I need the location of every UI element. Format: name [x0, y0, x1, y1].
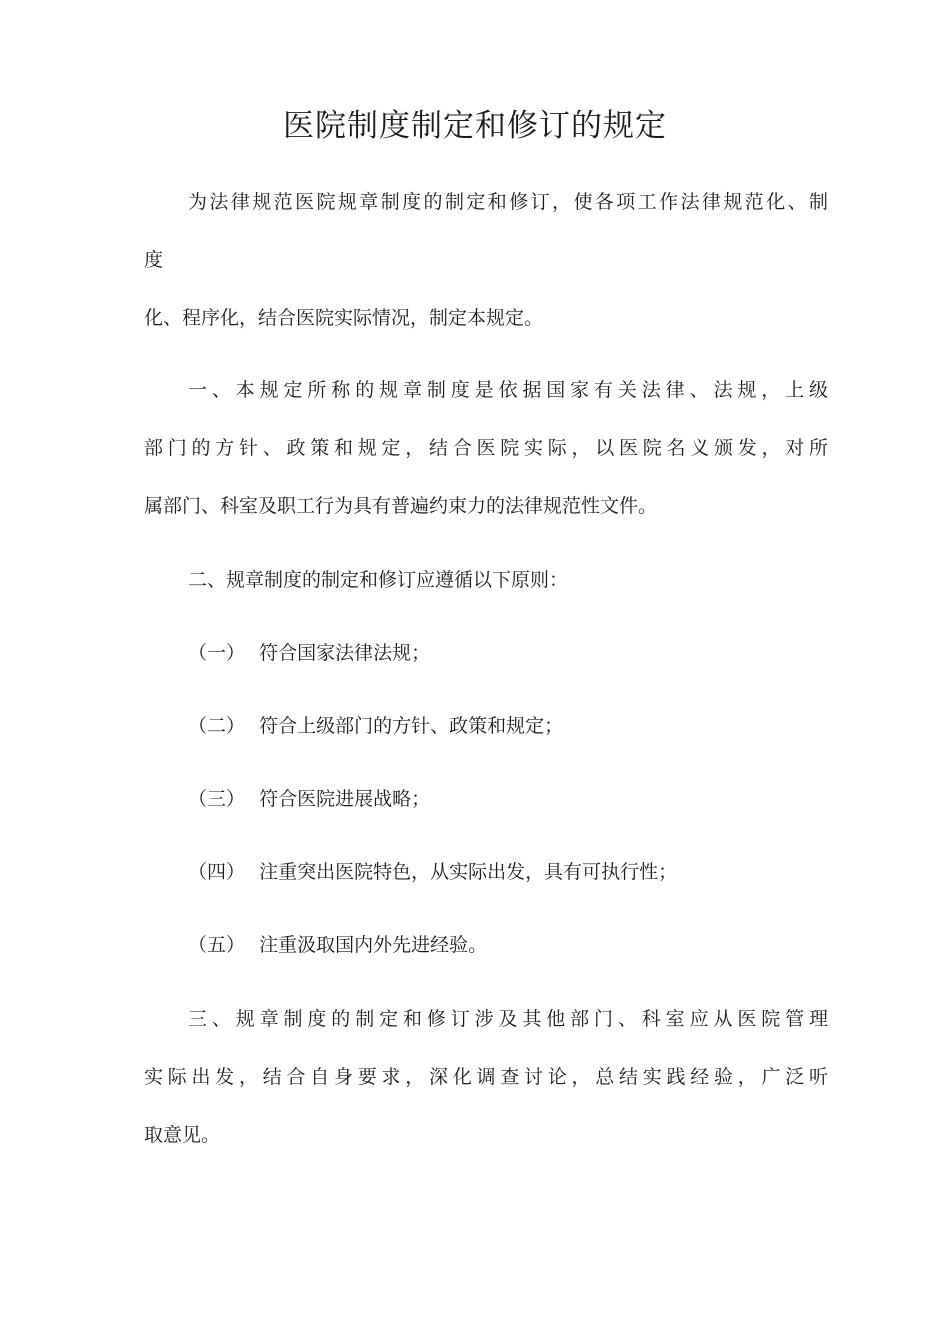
- list-item-marker: （二）: [188, 715, 246, 737]
- section1-line-2: 部门的方针、政策和规定，结合医院实际，以医院名义颁发，对所: [144, 437, 828, 459]
- list-item: [188, 711, 563, 741]
- list-item-text: 符合国家法律法规；: [259, 642, 431, 664]
- section2-heading: 二、规章制度的制定和修订应遵循以下原则：: [188, 569, 569, 591]
- list-item-text: 注重突出医院特色，从实际出发，具有可执行性；: [259, 861, 678, 883]
- list-item-text: 符合医院进展战略；: [259, 788, 431, 810]
- list-item-marker: （五）: [188, 934, 246, 956]
- intro-line-1: 为法律规范医院规章制度的制定和修订，使各项工作法律规范化、制: [188, 191, 828, 213]
- list-item: [188, 784, 430, 814]
- list-item: [188, 857, 677, 887]
- document-title: 医院制度制定和修订的规定: [283, 108, 667, 144]
- intro-line-2: 度: [144, 249, 164, 271]
- section1-line-1: 一、本规定所称的规章制度是依据国家有关法律、法规，上级: [188, 379, 828, 401]
- section3-line-1: 三、规章制度的制定和修订涉及其他部门、科室应从医院管理: [188, 1008, 828, 1030]
- section1-line-3: 属部门、科室及职工行为具有普遍约束力的法律规范性文件。: [144, 495, 658, 517]
- list-item: [188, 638, 430, 668]
- list-item-marker: （一）: [188, 642, 246, 664]
- section3-line-2: 实际出发，结合自身要求，深化调查讨论，总结实践经验，广泛听: [144, 1066, 828, 1088]
- intro-line-3: 化、程序化，结合医院实际情况，制定本规定。: [144, 307, 544, 329]
- list-item-text: 符合上级部门的方针、政策和规定；: [259, 715, 564, 737]
- list-item-marker: （四）: [188, 861, 246, 883]
- list-item-text: 注重汲取国内外先进经验。: [259, 934, 488, 956]
- list-item-marker: （三）: [188, 788, 246, 810]
- section3-line-3: 取意见。: [144, 1124, 221, 1146]
- list-item: [188, 930, 487, 960]
